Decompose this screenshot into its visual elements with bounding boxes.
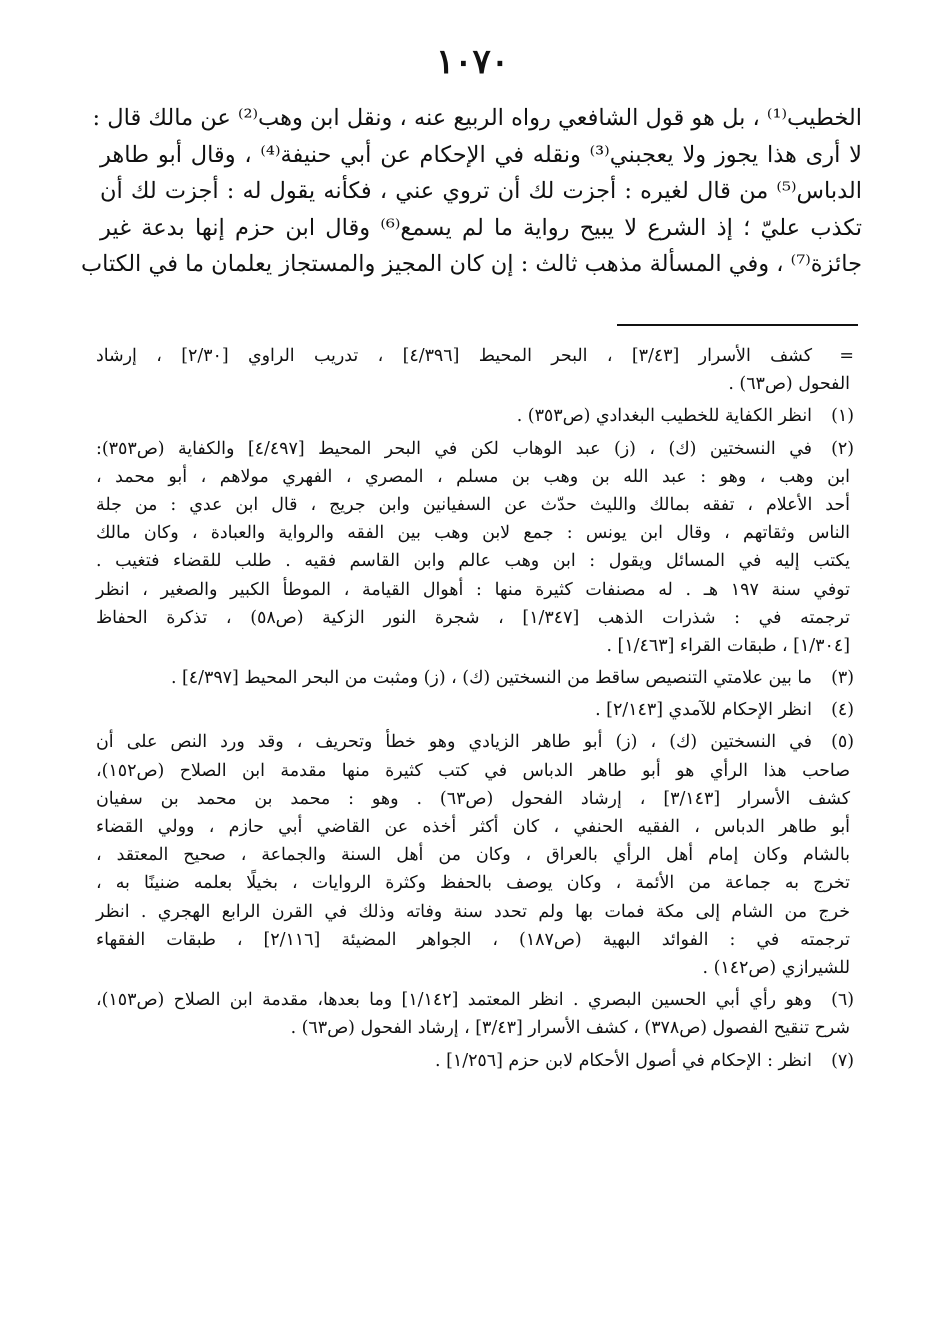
footnote xyxy=(96,664,854,692)
main-text-line: تكذب عليّ ؛ إذ الشرع لا يبيح رواية ما لم يسمع⁽⁶⁾ وقال ابن حزم إنها بدعة غير xyxy=(100,214,862,241)
footnote-text xyxy=(96,664,850,692)
footnotes xyxy=(96,342,854,1079)
footnote-line: الفحول (ص٦٣) . xyxy=(728,374,850,395)
footnote-number: (٧) xyxy=(831,1050,854,1071)
footnote-line: خرج من الشام إلى مكة فمات بها ولم تحدد سنة وفاته وذلك في القرن الرابع الهجري . انظر xyxy=(96,901,850,922)
footnote-number: = xyxy=(839,346,854,366)
footnote-line: ترجمته في : الفوائد البهية (ص١٨٧) ، الجواهر المضيئة [٢/١١٦] ، طبقات الفقهاء xyxy=(96,929,850,950)
footnote-line: توفي سنة ١٩٧ هـ . له مصنفات كثيرة منها : أهوال القيامة ، الموطأ الكبير والصغير ، انظر xyxy=(96,579,850,600)
footnote-number: (٦) xyxy=(831,990,854,1011)
footnote-number: (٥) xyxy=(831,732,854,753)
footnote xyxy=(96,986,854,1042)
footnote-text xyxy=(96,402,850,430)
footnote-number: (٣) xyxy=(831,668,854,689)
footnote-line: بالشام وكان إمام أهل الرأي بالعراق ، وكان من أهل السنة والجماعة ، صحيح المعتقد ، xyxy=(96,845,850,866)
footnote xyxy=(96,696,854,724)
main-text-line: لا أرى هذا يجوز ولا يعجبني⁽³⁾ ونقله في الإحكام عن أبي حنيفة⁽⁴⁾ ، وقال أبو طاهر xyxy=(100,141,863,168)
footnote-line: [١/٣٠٤] ، طبقات القراء [١/٤٦٣] . xyxy=(606,635,850,656)
footnote-text xyxy=(96,986,850,1042)
footnote-line: انظر الكفاية للخطيب البغدادي (ص٣٥٣) . xyxy=(516,406,812,427)
footnote-text xyxy=(96,728,850,982)
main-text-line: الدباس⁽⁵⁾ من قال لغيره : أجزت لك أن تروي عني ، فكأنه يقول له : أجزت لك أن xyxy=(100,178,862,205)
footnote-separator xyxy=(617,324,858,326)
footnote xyxy=(96,435,854,661)
footnote-text xyxy=(96,342,850,398)
footnote xyxy=(96,728,854,982)
footnote-number: (٢) xyxy=(831,438,854,459)
footnote-line: أبو طاهر الدباس ، الفقيه الحنفي ، كان أكثر أخذه عن القاضي أبي حازم ، وولي القضاء xyxy=(96,817,850,837)
footnote-line: وهو رأي أبي الحسين البصري . انظر المعتمد [١/١٤٢] وما بعدها، مقدمة ابن الصلاح (ص١٥٣)، xyxy=(96,990,812,1011)
footnote xyxy=(96,342,854,398)
footnote-line: كشف الأسرار [٣/٤٣] ، البحر المحيط [٤/٣٩٦] ، تدريب الراوي [٢/٣٠] ، إرشاد xyxy=(96,346,812,366)
main-text-line: جائزة⁽⁷⁾ ، وفي المسألة مذهب ثالث : إن كان المجيز والمستجاز يعلمان ما في الكتاب xyxy=(80,251,862,278)
footnote-line: في النسختين (ك) ، (ز) أبو طاهر الزيادي وهو خطأ وتحريف ، وقد ورد النص على أن xyxy=(96,732,812,753)
footnote xyxy=(96,402,854,430)
footnote xyxy=(96,1047,854,1075)
footnote-line: ترجمته في : شذرات الذهب [١/٣٤٧] ، شجرة النور الزكية (ص٥٨) ، تذكرة الحفاظ xyxy=(96,607,850,628)
footnote-line: شرح تنقيح الفصول (ص٣٧٨) ، كشف الأسرار [٣/٤٣] ، إرشاد الفحول (ص٦٣) . xyxy=(290,1018,850,1039)
footnote-number: (٤) xyxy=(831,700,854,721)
footnote-line: ابن وهب ، وهو : عبد الله بن وهب بن مسلم ، المصري ، الفهري مولاهم ، أبو محمد ، xyxy=(96,466,850,487)
footnote-line: الناس وثقاتهم ، وقال ابن يونس : جمع لابن وهب بين الفقه والرواية والعبادة ، وكان مالك xyxy=(96,523,850,544)
footnote-number: (١) xyxy=(831,406,854,427)
footnote-line: ما بين علامتي التنصيص ساقط من النسختين (ك) ، (ز) ومثبت من البحر المحيط [٤/٣٩٧] . xyxy=(170,668,812,689)
main-text xyxy=(80,100,863,283)
footnote-line: انظر : الإحكام في أصول الأحكام لابن حزم [١/٢٥٦] . xyxy=(435,1050,812,1071)
footnote-text xyxy=(96,1047,850,1075)
page-number: ١٠٧٠ xyxy=(435,42,510,82)
footnote-text xyxy=(96,435,850,661)
footnote-line: تخرج به جماعة من الأئمة ، وكان يوصف بالحفظ وكثرة الروايات ، بخيلًا بعلمه ضنينًا به ، xyxy=(96,873,850,894)
footnote-text xyxy=(96,696,850,724)
footnote-line: كشف الأسرار [٣/١٤٣] ، إرشاد الفحول (ص٦٣) . وهو : محمد بن محمد بن سفيان xyxy=(96,788,850,809)
footnote-line: أحد الأعلام ، تفقه بمالك والليث حدّث عن السفيانين وابن جريج ، قال ابن عدي : من جلة xyxy=(96,494,850,515)
footnote-line: للشيرازي (ص١٤٢) . xyxy=(702,957,850,978)
footnote-line: صاحب هذا الرأي هو أبو طاهر الدباس في كتب كثيرة منها مقدمة ابن الصلاح (ص١٥٢)، xyxy=(96,760,850,781)
main-text-line: الخطيب⁽¹⁾ ، بل هو قول الشافعي رواه الربيع عنه ، ونقل ابن وهب⁽²⁾ عن مالك قال : xyxy=(92,105,862,131)
footnote-line: يكتب إليه في المسائل ويقول : ابن وهب عالم وابن القاسم فقيه . طلب للقضاء فتغيب . xyxy=(96,551,850,572)
footnote-line: انظر الإحكام للآمدي [٢/١٤٣] . xyxy=(595,700,812,721)
footnote-line: في النسختين (ك) ، (ز) عبد الوهاب لكن في البحر المحيط [٤/٤٩٧] والكفاية (ص٣٥٣): xyxy=(96,438,812,459)
